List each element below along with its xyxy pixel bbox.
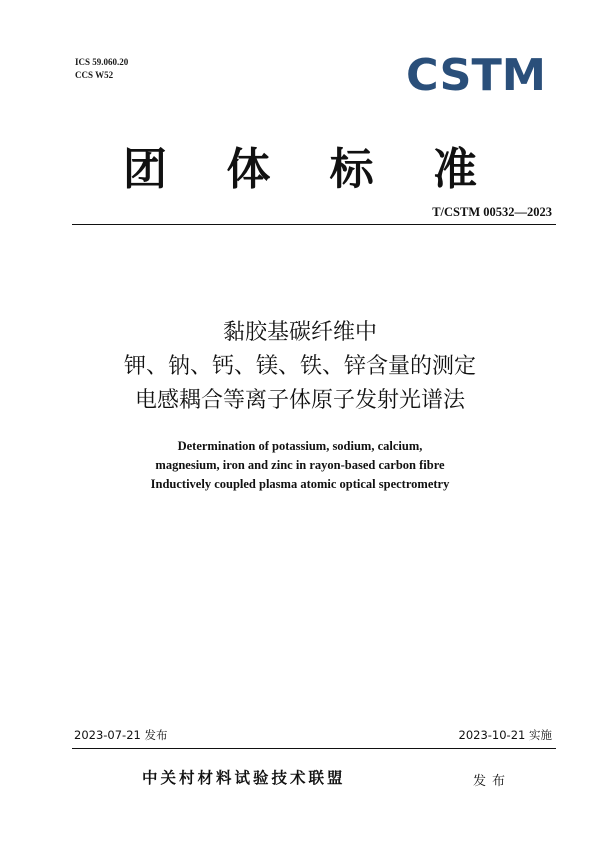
implementation-date: 2023-10-21 实施: [458, 728, 552, 742]
english-title-line-1: Determination of potassium, sodium, calcium,: [177, 439, 423, 453]
ccs-code: CCS W52: [75, 70, 114, 80]
english-title: [0, 437, 600, 494]
logo-text: CSTM: [406, 53, 546, 93]
chinese-title: [0, 316, 600, 418]
issue-date: 2023-07-21 发布: [74, 728, 168, 742]
cstm-logo: [405, 53, 547, 93]
ics-code: ICS 59.060.20: [75, 57, 129, 67]
bottom-divider: [72, 748, 556, 749]
issuing-organization: 中关村材料试验技术联盟: [142, 769, 346, 787]
english-title-line-2: magnesium, iron and zinc in rayon-based carbon fibre: [155, 458, 445, 472]
english-title-line-3: Inductively coupled plasma atomic optical spectrometry: [150, 477, 450, 491]
publish-label: 发布: [473, 774, 512, 789]
chinese-title-line-2: 钾、钠、钙、镁、铁、锌含量的测定: [123, 354, 476, 379]
chinese-title-line-3: 电感耦合等离子体原子发射光谱法: [134, 388, 465, 413]
classification-codes: [75, 56, 128, 82]
standard-number: T/CSTM 00532—2023: [432, 205, 552, 219]
chinese-title-line-1: 黏胶基碳纤维中: [222, 320, 377, 345]
top-divider: [72, 224, 556, 225]
document-type-title: 团 体 标 准: [123, 144, 499, 195]
